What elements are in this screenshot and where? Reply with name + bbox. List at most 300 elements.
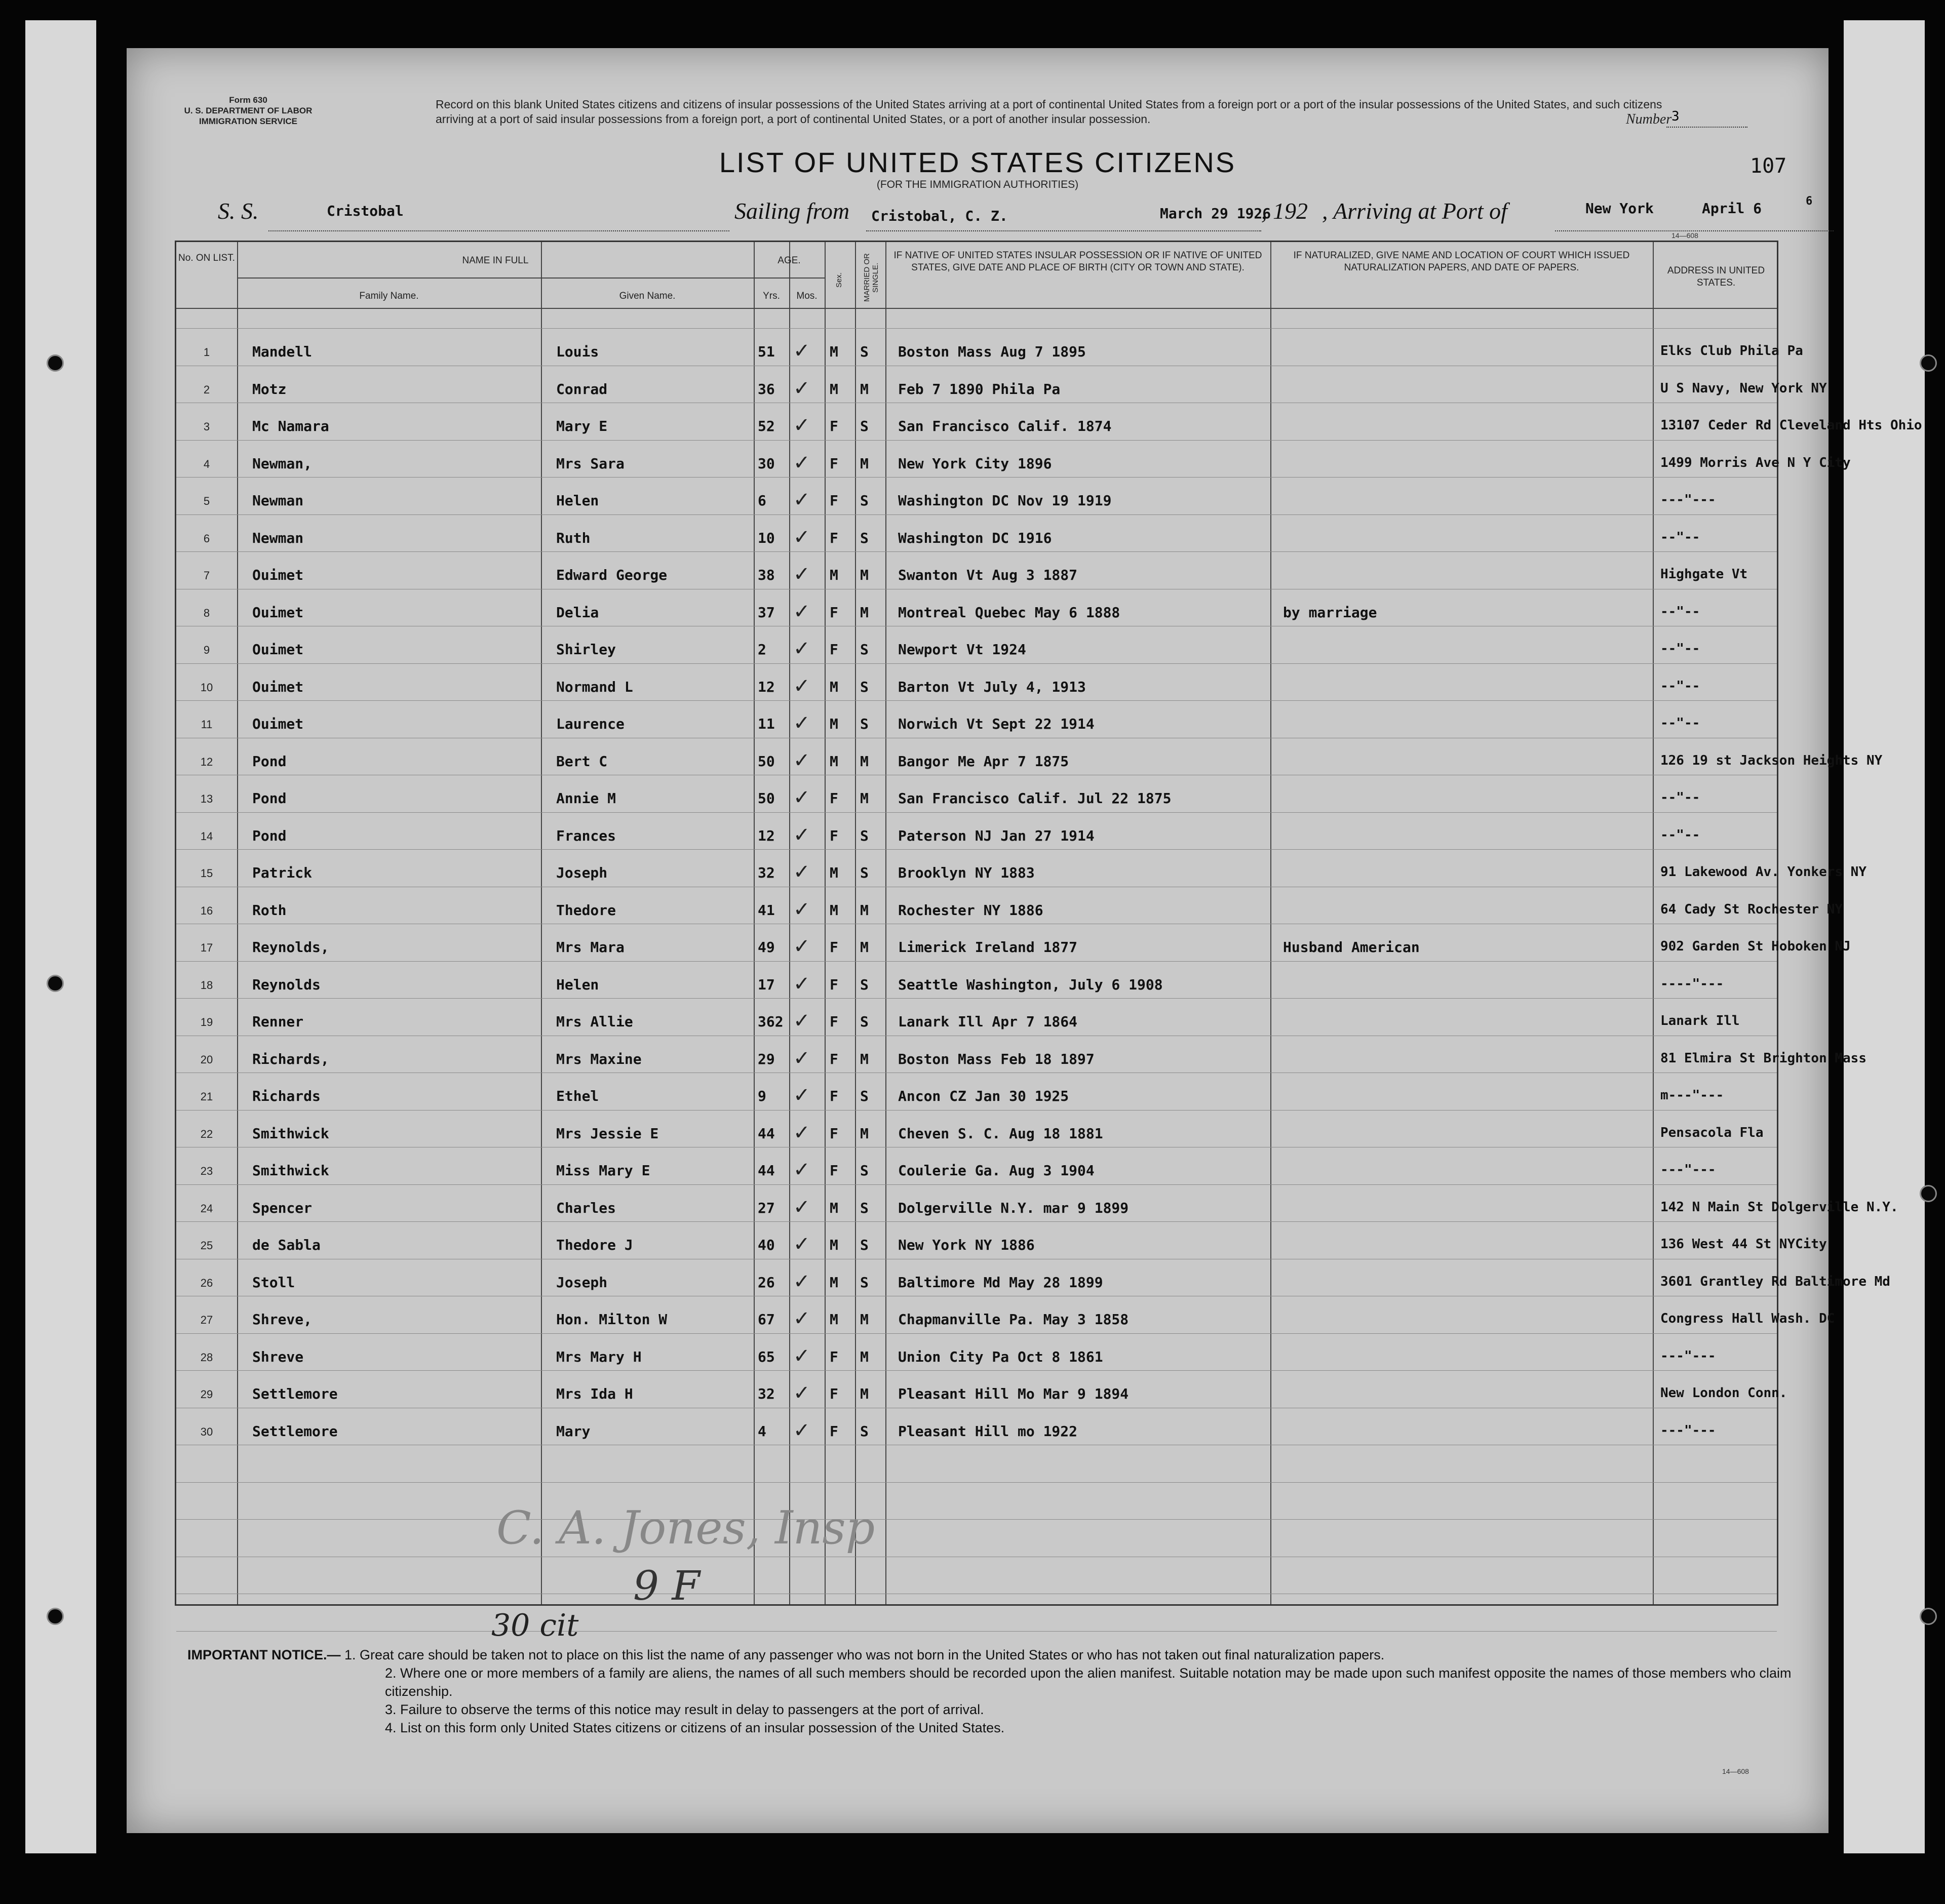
cell-ms: M	[860, 752, 869, 770]
cell-birth: Paterson NJ Jan 27 1914	[898, 827, 1095, 844]
cell-age: 67	[758, 1311, 775, 1328]
cell-ms: S	[860, 529, 869, 546]
right-binding-strip	[1844, 20, 1925, 1853]
cell-age: 36	[758, 380, 775, 398]
col-divider	[855, 242, 856, 1604]
cell-sex: F	[830, 827, 838, 844]
number-value: 3	[1671, 109, 1680, 124]
check-mark-icon: ✓	[793, 972, 810, 996]
cell-family: Pond	[252, 752, 287, 770]
header-sex: Sex.	[835, 272, 843, 288]
row-rule	[176, 812, 1777, 813]
row-rule	[176, 1519, 1777, 1520]
cell-addr: U S Navy, New York NY	[1660, 380, 1827, 396]
cell-age: 40	[758, 1237, 775, 1253]
inspector-signature: C. A. Jones, Insp	[496, 1501, 875, 1555]
cell-addr: Elks Club Phila Pa	[1660, 343, 1803, 359]
passenger-table	[175, 241, 1922, 1606]
cell-addr: ----"---	[1660, 976, 1724, 991]
check-mark-icon: ✓	[793, 376, 810, 400]
cell-family: Shreve	[252, 1348, 304, 1365]
check-mark-icon: ✓	[793, 711, 810, 735]
row-rule	[176, 440, 1777, 441]
cell-addr: 1499 Morris Ave N Y City	[1660, 455, 1851, 470]
cell-ms: S	[860, 492, 869, 509]
cell-addr: 81 Elmira St Brighton Mass	[1660, 1050, 1866, 1066]
cell-age: 9	[758, 1088, 766, 1104]
header-yrs: Yrs.	[763, 291, 780, 301]
form-identifier	[172, 95, 324, 127]
cell-sex: M	[830, 716, 838, 732]
row-rule	[176, 328, 1777, 329]
header-no-on-list: No. ON LIST.	[178, 253, 235, 263]
cell-birth: Montreal Quebec May 6 1888	[898, 604, 1120, 621]
cell-birth: Feb 7 1890 Phila Pa	[898, 380, 1061, 398]
cell-birth: Lanark Ill Apr 7 1864	[898, 1013, 1078, 1030]
check-mark-icon: ✓	[793, 414, 810, 437]
cell-addr: 142 N Main St Dolgerville N.Y.	[1660, 1199, 1898, 1215]
cell-ms: S	[860, 1162, 869, 1179]
cell-given: Shirley	[556, 641, 616, 658]
departure-date: March 29 1926	[1160, 205, 1271, 222]
cell-addr: 902 Garden St Hoboken NJ	[1660, 939, 1851, 954]
cell-sex: M	[830, 1237, 838, 1253]
left-binding-strip	[25, 20, 96, 1853]
check-mark-icon: ✓	[793, 786, 810, 809]
cell-birth: Boston Mass Feb 18 1897	[898, 1050, 1095, 1067]
department-name: U. S. DEPARTMENT OF LABOR	[184, 106, 313, 115]
cell-age: 26	[758, 1274, 775, 1291]
check-mark-icon: ✓	[793, 1233, 810, 1256]
cell-age: 27	[758, 1199, 775, 1216]
cell-family: Newman,	[252, 455, 313, 472]
cell-birth: Barton Vt July 4, 1913	[898, 678, 1086, 695]
cell-addr: 13107 Ceder Rd Cleveland Hts Ohio	[1660, 418, 1922, 433]
row-number: 12	[200, 755, 213, 768]
notice-item: 4. List on this form only United States citizens or citizens of an insular possession of the United States.	[385, 1720, 1005, 1735]
cell-ms: S	[860, 678, 869, 695]
ss-label: S. S.	[218, 198, 259, 224]
cell-sex: F	[830, 641, 838, 658]
row-number: 18	[200, 978, 213, 991]
cell-addr: ---"---	[1660, 1422, 1716, 1438]
cell-family: Mc Namara	[252, 418, 329, 434]
row-number: 3	[203, 420, 210, 433]
handwritten-note: 9 F	[633, 1562, 700, 1609]
service-name: IMMIGRATION SERVICE	[199, 116, 297, 126]
binder-hole	[1920, 354, 1937, 372]
cell-addr: ---"---	[1660, 492, 1716, 507]
cell-family: Shreve,	[252, 1311, 313, 1328]
row-rule	[176, 998, 1777, 999]
cell-given: Ruth	[556, 529, 591, 546]
cell-sex: M	[830, 1311, 838, 1328]
cell-addr: --"--	[1660, 604, 1700, 619]
cell-given: Louis	[556, 343, 599, 360]
cell-age: 49	[758, 939, 775, 956]
row-rule	[176, 849, 1777, 850]
check-mark-icon: ✓	[793, 1418, 810, 1442]
year-suffix: , 192	[1261, 198, 1308, 224]
row-rule	[176, 961, 1777, 962]
cell-ms: S	[860, 343, 869, 360]
number-label: Number	[1626, 111, 1672, 127]
check-mark-icon: ✓	[793, 637, 810, 660]
cell-birth: Dolgerville N.Y. mar 9 1899	[898, 1199, 1129, 1216]
sailing-port: Cristobal, C. Z.	[871, 208, 1008, 224]
cell-sex: M	[830, 901, 838, 919]
cell-ms: S	[860, 1422, 869, 1440]
check-mark-icon: ✓	[793, 339, 810, 363]
cell-given: Mrs Allie	[556, 1013, 633, 1030]
col-divider	[237, 242, 238, 1604]
row-rule	[176, 1221, 1777, 1222]
cell-birth: Seattle Washington, July 6 1908	[898, 976, 1163, 993]
number-line	[1666, 127, 1747, 128]
header-naturalized: IF NATURALIZED, GIVE NAME AND LOCATION OF COURT WHICH ISSUED NATURALIZATION PAPERS, AND DATE OF PAPERS.	[1293, 250, 1630, 273]
cell-nat: Husband American	[1283, 939, 1420, 956]
cell-ms: S	[860, 1088, 869, 1104]
cell-ms: S	[860, 641, 869, 658]
check-mark-icon: ✓	[793, 1307, 810, 1330]
cell-birth: San Francisco Calif. Jul 22 1875	[898, 790, 1172, 807]
notice-item: 1. Great care should be taken not to place on this list the name of any passenger who was not born in the United States or who has not taken out final naturalization papers.	[344, 1647, 1385, 1662]
cell-sex: F	[830, 1348, 838, 1365]
cell-family: Pond	[252, 790, 287, 807]
cell-ms: S	[860, 1199, 869, 1216]
cell-given: Mrs Jessie E	[556, 1125, 659, 1142]
cell-sex: M	[830, 864, 838, 881]
cell-ms: M	[860, 1050, 869, 1067]
cell-family: Newman	[252, 529, 304, 546]
cell-birth: Washington DC Nov 19 1919	[898, 492, 1112, 509]
page-title: LIST OF UNITED STATES CITIZENS	[719, 146, 1236, 178]
cell-given: Mrs Mary H	[556, 1348, 642, 1365]
cell-family: Reynolds	[252, 976, 321, 993]
cell-ms: M	[860, 604, 869, 621]
binder-hole	[47, 1608, 64, 1625]
record-instructions: Record on this blank United States citizens and citizens of insular possessions of the United States arriving at a port of continental United States from a foreign port or a port of the insular possessions of the United States, and such citizens arriving at a port of said insular possessions from a foreign port, a port of continental United States, or a port of another insular possession.	[436, 98, 1662, 126]
col-divider	[1270, 242, 1271, 1604]
check-mark-icon: ✓	[793, 897, 810, 921]
cell-addr: 126 19 st Jackson Heights NY	[1660, 752, 1883, 768]
page-number: 107	[1750, 154, 1787, 178]
cell-addr: --"--	[1660, 641, 1700, 656]
col-divider	[754, 242, 755, 1604]
important-notice	[187, 1646, 1808, 1737]
cell-sex: F	[830, 939, 838, 956]
cell-nat: by marriage	[1283, 604, 1377, 621]
row-number: 24	[200, 1202, 213, 1215]
notice-item: 3. Failure to observe the terms of this notice may result in delay to passengers at the port of arrival.	[385, 1702, 984, 1717]
cell-birth: Limerick Ireland 1877	[898, 939, 1078, 956]
cell-ms: S	[860, 1274, 869, 1291]
cell-birth: Rochester NY 1886	[898, 901, 1043, 919]
check-mark-icon: ✓	[793, 823, 810, 847]
cell-age: 51	[758, 343, 775, 360]
cell-addr: m---"---	[1660, 1088, 1724, 1103]
row-rule	[176, 1482, 1777, 1483]
cell-ms: S	[860, 976, 869, 993]
header-birthplace: IF NATIVE OF UNITED STATES INSULAR POSSESSION OR IF NATIVE OF UNITED STATES, GIVE DATE AND PLACE OF BIRTH (CITY OR TOWN AND STATE).	[893, 250, 1262, 273]
cell-age: 32	[758, 1385, 775, 1402]
row-number: 5	[203, 495, 210, 507]
cell-sex: F	[830, 1125, 838, 1142]
cell-sex: F	[830, 1088, 838, 1104]
cell-sex: F	[830, 604, 838, 621]
cell-family: Roth	[252, 901, 287, 919]
cell-birth: Chapmanville Pa. May 3 1858	[898, 1311, 1129, 1328]
cell-family: Ouimet	[252, 716, 304, 732]
cell-ms: M	[860, 901, 869, 919]
cell-family: Pond	[252, 827, 287, 844]
cell-ms: M	[860, 380, 869, 398]
cell-sex: F	[830, 1050, 838, 1067]
check-mark-icon: ✓	[793, 1158, 810, 1181]
cell-addr: 91 Lakewood Av. Yonkers NY	[1660, 864, 1866, 880]
cell-addr: Highgate Vt	[1660, 567, 1748, 582]
passenger-count-note: 30 cit	[491, 1608, 579, 1643]
cell-family: Settlemore	[252, 1385, 338, 1402]
col-divider	[789, 242, 790, 1604]
cell-given: Bert C	[556, 752, 608, 770]
cell-family: Mandell	[252, 343, 313, 360]
row-number: 23	[200, 1165, 213, 1177]
col-divider	[1653, 242, 1654, 1604]
arrival-date: April 6	[1702, 200, 1762, 217]
col-divider	[825, 242, 826, 1604]
ship-line	[268, 230, 729, 231]
cell-age: 32	[758, 864, 775, 881]
cell-sex: M	[830, 1199, 838, 1216]
row-number: 16	[200, 904, 213, 917]
row-rule	[176, 551, 1777, 552]
header-given-name: Given Name.	[619, 291, 676, 301]
cell-family: Ouimet	[252, 678, 304, 695]
check-mark-icon: ✓	[793, 860, 810, 884]
cell-sex: M	[830, 343, 838, 360]
cell-family: Spencer	[252, 1199, 313, 1216]
cell-family: Smithwick	[252, 1125, 329, 1142]
cell-sex: F	[830, 1422, 838, 1440]
cell-addr: 136 West 44 St NYCity	[1660, 1237, 1827, 1252]
cell-ms: M	[860, 1125, 869, 1142]
cell-birth: Ancon CZ Jan 30 1925	[898, 1088, 1069, 1104]
cell-age: 17	[758, 976, 775, 993]
cell-sex: M	[830, 752, 838, 770]
check-mark-icon: ✓	[793, 748, 810, 772]
cell-age: 6	[758, 492, 766, 509]
row-number: 28	[200, 1351, 213, 1364]
cell-family: Motz	[252, 380, 287, 398]
header-married-single: MARRIED OR SINGLE.	[863, 253, 880, 302]
cell-age: 65	[758, 1348, 775, 1365]
cell-addr: Pensacola Fla	[1660, 1125, 1764, 1140]
row-number: 1	[203, 346, 210, 359]
sailing-label: Sailing from	[734, 198, 850, 224]
row-number: 21	[200, 1090, 213, 1103]
cell-family: Renner	[252, 1013, 304, 1030]
row-number: 19	[200, 1016, 213, 1028]
row-number: 29	[200, 1388, 213, 1401]
cell-given: Mary E	[556, 418, 608, 434]
row-number: 20	[200, 1053, 213, 1066]
row-number: 15	[200, 867, 213, 880]
row-rule	[176, 477, 1777, 478]
cell-sex: M	[830, 380, 838, 398]
cell-birth: Baltimore Md May 28 1899	[898, 1274, 1103, 1291]
cell-given: Normand L	[556, 678, 633, 695]
cell-given: Frances	[556, 827, 616, 844]
cell-addr: --"--	[1660, 790, 1700, 805]
check-mark-icon: ✓	[793, 563, 810, 586]
cell-family: Richards,	[252, 1050, 329, 1067]
row-number: 9	[203, 644, 210, 656]
header-family-name: Family Name.	[359, 291, 419, 301]
row-rule	[176, 514, 1777, 515]
cell-sex: F	[830, 1013, 838, 1030]
row-number: 30	[200, 1425, 213, 1438]
cell-age: 12	[758, 678, 775, 695]
cell-sex: F	[830, 492, 838, 509]
cell-ms: S	[860, 716, 869, 732]
cell-ms: M	[860, 1348, 869, 1365]
row-number: 8	[203, 606, 210, 619]
cell-age: 2	[758, 641, 766, 658]
cell-ms: S	[860, 827, 869, 844]
check-mark-icon: ✓	[793, 1381, 810, 1405]
cell-birth: Boston Mass Aug 7 1895	[898, 343, 1086, 360]
cell-addr: Congress Hall Wash. DC	[1660, 1311, 1835, 1326]
cell-birth: Coulerie Ga. Aug 3 1904	[898, 1162, 1095, 1179]
cell-given: Delia	[556, 604, 599, 621]
check-mark-icon: ✓	[793, 1084, 810, 1107]
row-number: 25	[200, 1239, 213, 1252]
binder-hole	[1920, 1185, 1937, 1202]
cell-addr: New London Conn.	[1660, 1385, 1787, 1401]
ship-name: Cristobal	[327, 203, 404, 219]
cell-sex: F	[830, 790, 838, 807]
cell-given: Mrs Ida H	[556, 1385, 633, 1402]
cell-sex: M	[830, 1274, 838, 1291]
cell-age: 362	[758, 1013, 784, 1030]
cell-given: Mary	[556, 1422, 591, 1440]
cell-family: Ouimet	[252, 604, 304, 621]
cell-given: Laurence	[556, 716, 625, 732]
cell-given: Mrs Maxine	[556, 1050, 642, 1067]
header-mos: Mos.	[796, 291, 818, 301]
check-mark-icon: ✓	[793, 1195, 810, 1219]
row-number: 14	[200, 829, 213, 843]
cell-age: 50	[758, 790, 775, 807]
row-number: 6	[203, 532, 210, 545]
cell-addr: ---"---	[1660, 1348, 1716, 1364]
cell-birth: Bangor Me Apr 7 1875	[898, 752, 1069, 770]
check-mark-icon: ✓	[793, 1270, 810, 1293]
check-mark-icon: ✓	[793, 935, 810, 958]
check-mark-icon: ✓	[793, 1046, 810, 1070]
cell-sex: M	[830, 678, 838, 695]
cell-given: Mrs Sara	[556, 455, 625, 472]
cell-sex: F	[830, 976, 838, 993]
cell-birth: Union City Pa Oct 8 1861	[898, 1348, 1103, 1365]
cell-family: Reynolds,	[252, 939, 329, 956]
page-subtitle: (FOR THE IMMIGRATION AUTHORITIES)	[876, 179, 1079, 190]
cell-ms: M	[860, 1385, 869, 1402]
arrival-port: New York	[1585, 200, 1654, 217]
row-number: 10	[200, 681, 213, 694]
form-number: Form 630	[229, 95, 267, 105]
cell-sex: F	[830, 1162, 838, 1179]
check-mark-icon: ✓	[793, 674, 810, 698]
cell-family: Patrick	[252, 864, 313, 881]
cell-birth: Norwich Vt Sept 22 1914	[898, 716, 1095, 732]
cell-birth: Newport Vt 1924	[898, 641, 1026, 658]
cell-given: Thedore J	[556, 1237, 633, 1253]
cell-given: Annie M	[556, 790, 616, 807]
row-rule	[176, 663, 1777, 664]
cell-birth: Swanton Vt Aug 3 1887	[898, 567, 1078, 583]
cell-given: Helen	[556, 492, 599, 509]
cell-addr: --"--	[1660, 827, 1700, 843]
cell-birth: San Francisco Calif. 1874	[898, 418, 1112, 434]
manifest-sheet	[127, 48, 1922, 1833]
col-divider	[885, 242, 886, 1604]
row-number: 27	[200, 1314, 213, 1326]
cell-birth: New York NY 1886	[898, 1237, 1035, 1253]
arrival-year-digit: 6	[1806, 195, 1813, 208]
row-rule	[176, 1184, 1777, 1185]
cell-family: Settlemore	[252, 1422, 338, 1440]
cell-given: Miss Mary E	[556, 1162, 650, 1179]
row-number: 2	[203, 383, 210, 396]
row-rule	[176, 1370, 1777, 1371]
row-number: 13	[200, 792, 213, 805]
binder-hole	[47, 975, 64, 992]
cell-given: Hon. Milton W	[556, 1311, 668, 1328]
cell-birth: Pleasant Hill Mo Mar 9 1894	[898, 1385, 1129, 1402]
header-address: ADDRESS IN UNITED STATES.	[1667, 265, 1765, 288]
check-mark-icon: ✓	[793, 1121, 810, 1144]
check-mark-icon: ✓	[793, 488, 810, 511]
cell-age: 10	[758, 529, 775, 546]
cell-birth: Washington DC 1916	[898, 529, 1052, 546]
cell-ms: M	[860, 790, 869, 807]
row-number: 26	[200, 1276, 213, 1289]
cell-age: 12	[758, 827, 775, 844]
cell-age: 29	[758, 1050, 775, 1067]
header-age: AGE.	[777, 255, 801, 266]
cell-addr: ---"---	[1660, 1162, 1716, 1177]
cell-addr: --"--	[1660, 716, 1700, 731]
row-number: 7	[203, 569, 210, 582]
cell-birth: Pleasant Hill mo 1922	[898, 1422, 1078, 1440]
cell-addr: Lanark Ill	[1660, 1013, 1740, 1028]
binder-hole	[47, 354, 64, 372]
row-number: 22	[200, 1127, 213, 1140]
cell-addr: --"--	[1660, 529, 1700, 545]
cell-age: 41	[758, 901, 775, 919]
print-code-bottom: 14—608	[1722, 1767, 1749, 1775]
cell-given: Helen	[556, 976, 599, 993]
cell-given: Thedore	[556, 901, 616, 919]
row-number: 4	[203, 457, 210, 470]
cell-given: Joseph	[556, 1274, 608, 1291]
cell-sex: F	[830, 418, 838, 434]
check-mark-icon: ✓	[793, 1009, 810, 1033]
cell-age: 44	[758, 1162, 775, 1179]
cell-given: Joseph	[556, 864, 608, 881]
